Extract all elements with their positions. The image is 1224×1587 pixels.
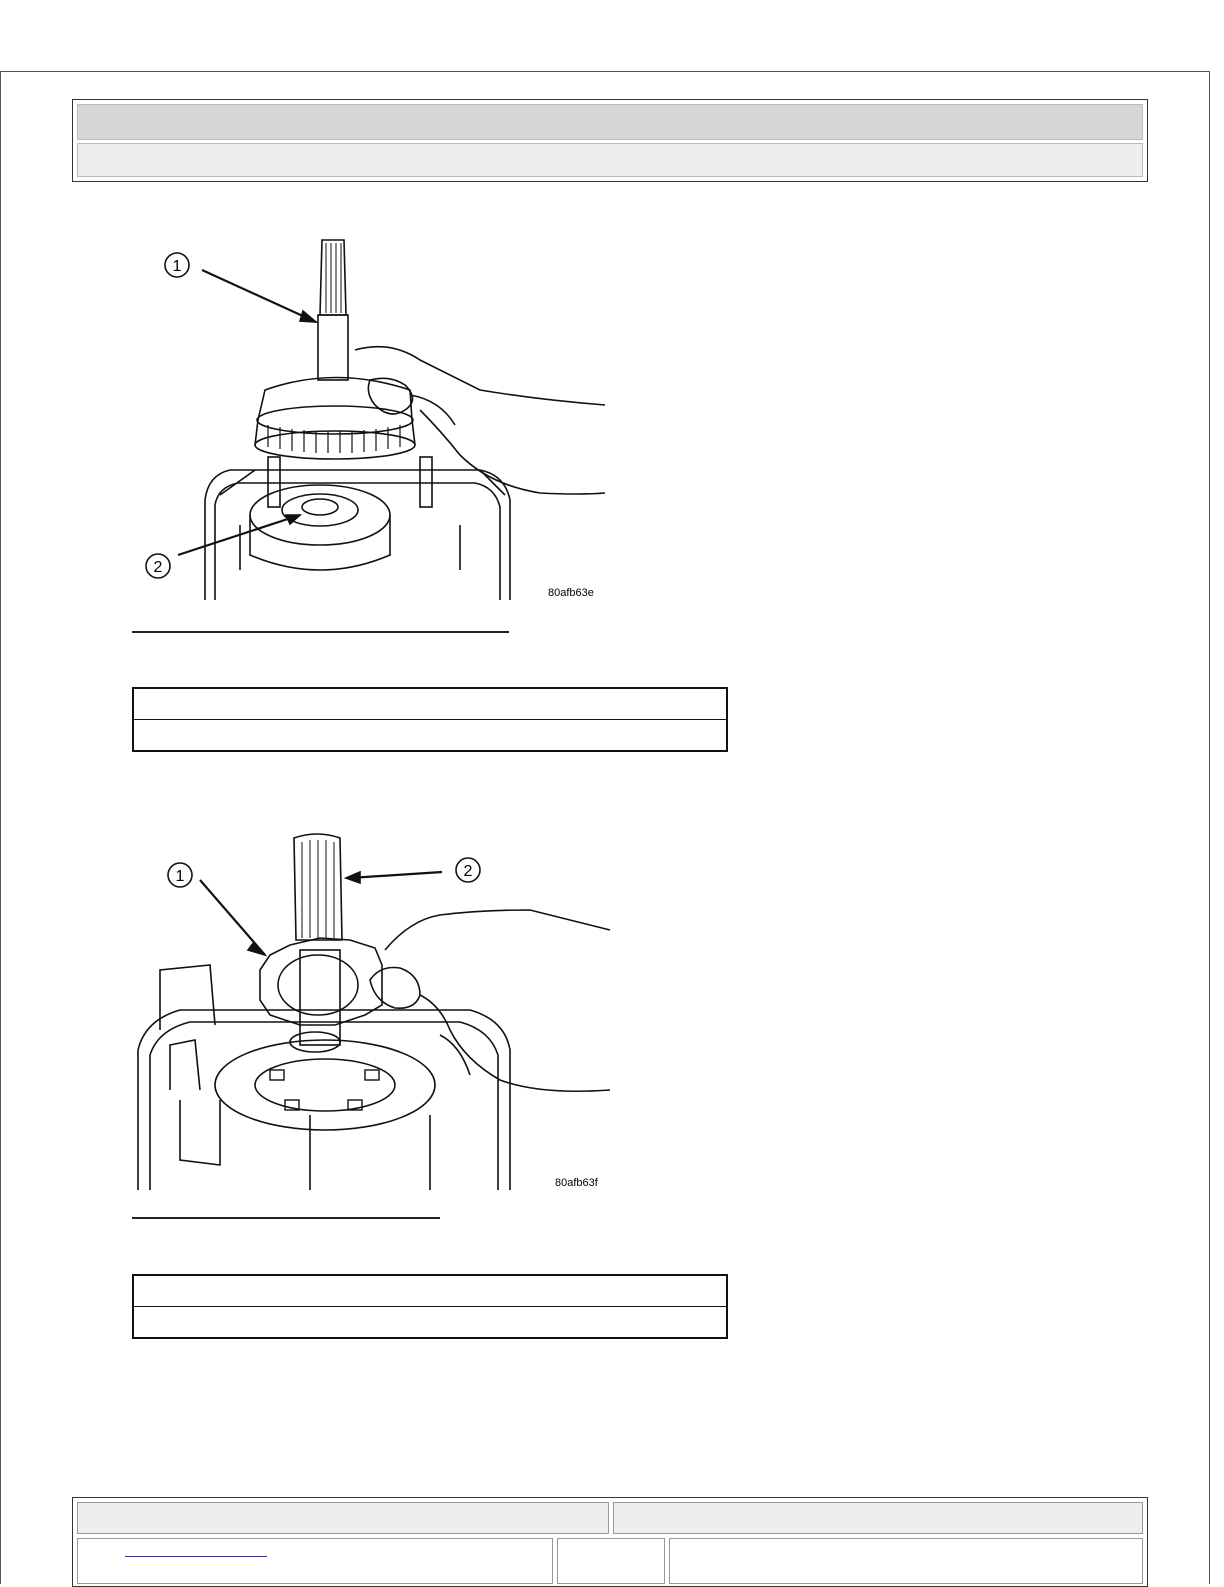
figure-2-id: 80afb63f (555, 1177, 598, 1189)
figure-1-illustration (120, 225, 620, 605)
header-title-row (77, 104, 1143, 140)
footer-cell-left-top (77, 1502, 609, 1534)
footer-cell-link (77, 1538, 553, 1584)
footer-cell-right (669, 1538, 1143, 1584)
figure-2-callout-1: 1 (175, 868, 185, 885)
header-subtitle-row (77, 143, 1143, 177)
header-table (72, 99, 1148, 182)
figure-1 (120, 225, 620, 605)
figure-2-caption-rule (132, 1217, 440, 1219)
figure-1-id: 80afb63e (548, 587, 594, 599)
figure-1-caption-rule (132, 631, 509, 633)
footer-cell-middle (557, 1538, 665, 1584)
figure-2-illustration (120, 820, 620, 1195)
figure-2 (120, 820, 620, 1195)
footer-table (72, 1497, 1148, 1587)
spec-table-1-divider (134, 719, 726, 720)
figure-1-callout-2: 2 (153, 559, 163, 576)
figure-1-callout-1: 1 (172, 258, 182, 275)
spec-table-1 (132, 687, 728, 752)
spec-table-2 (132, 1274, 728, 1339)
figure-2-callout-2: 2 (463, 863, 473, 880)
footer-link[interactable] (125, 1556, 267, 1557)
spec-table-2-divider (134, 1306, 726, 1307)
footer-cell-right-top (613, 1502, 1143, 1534)
